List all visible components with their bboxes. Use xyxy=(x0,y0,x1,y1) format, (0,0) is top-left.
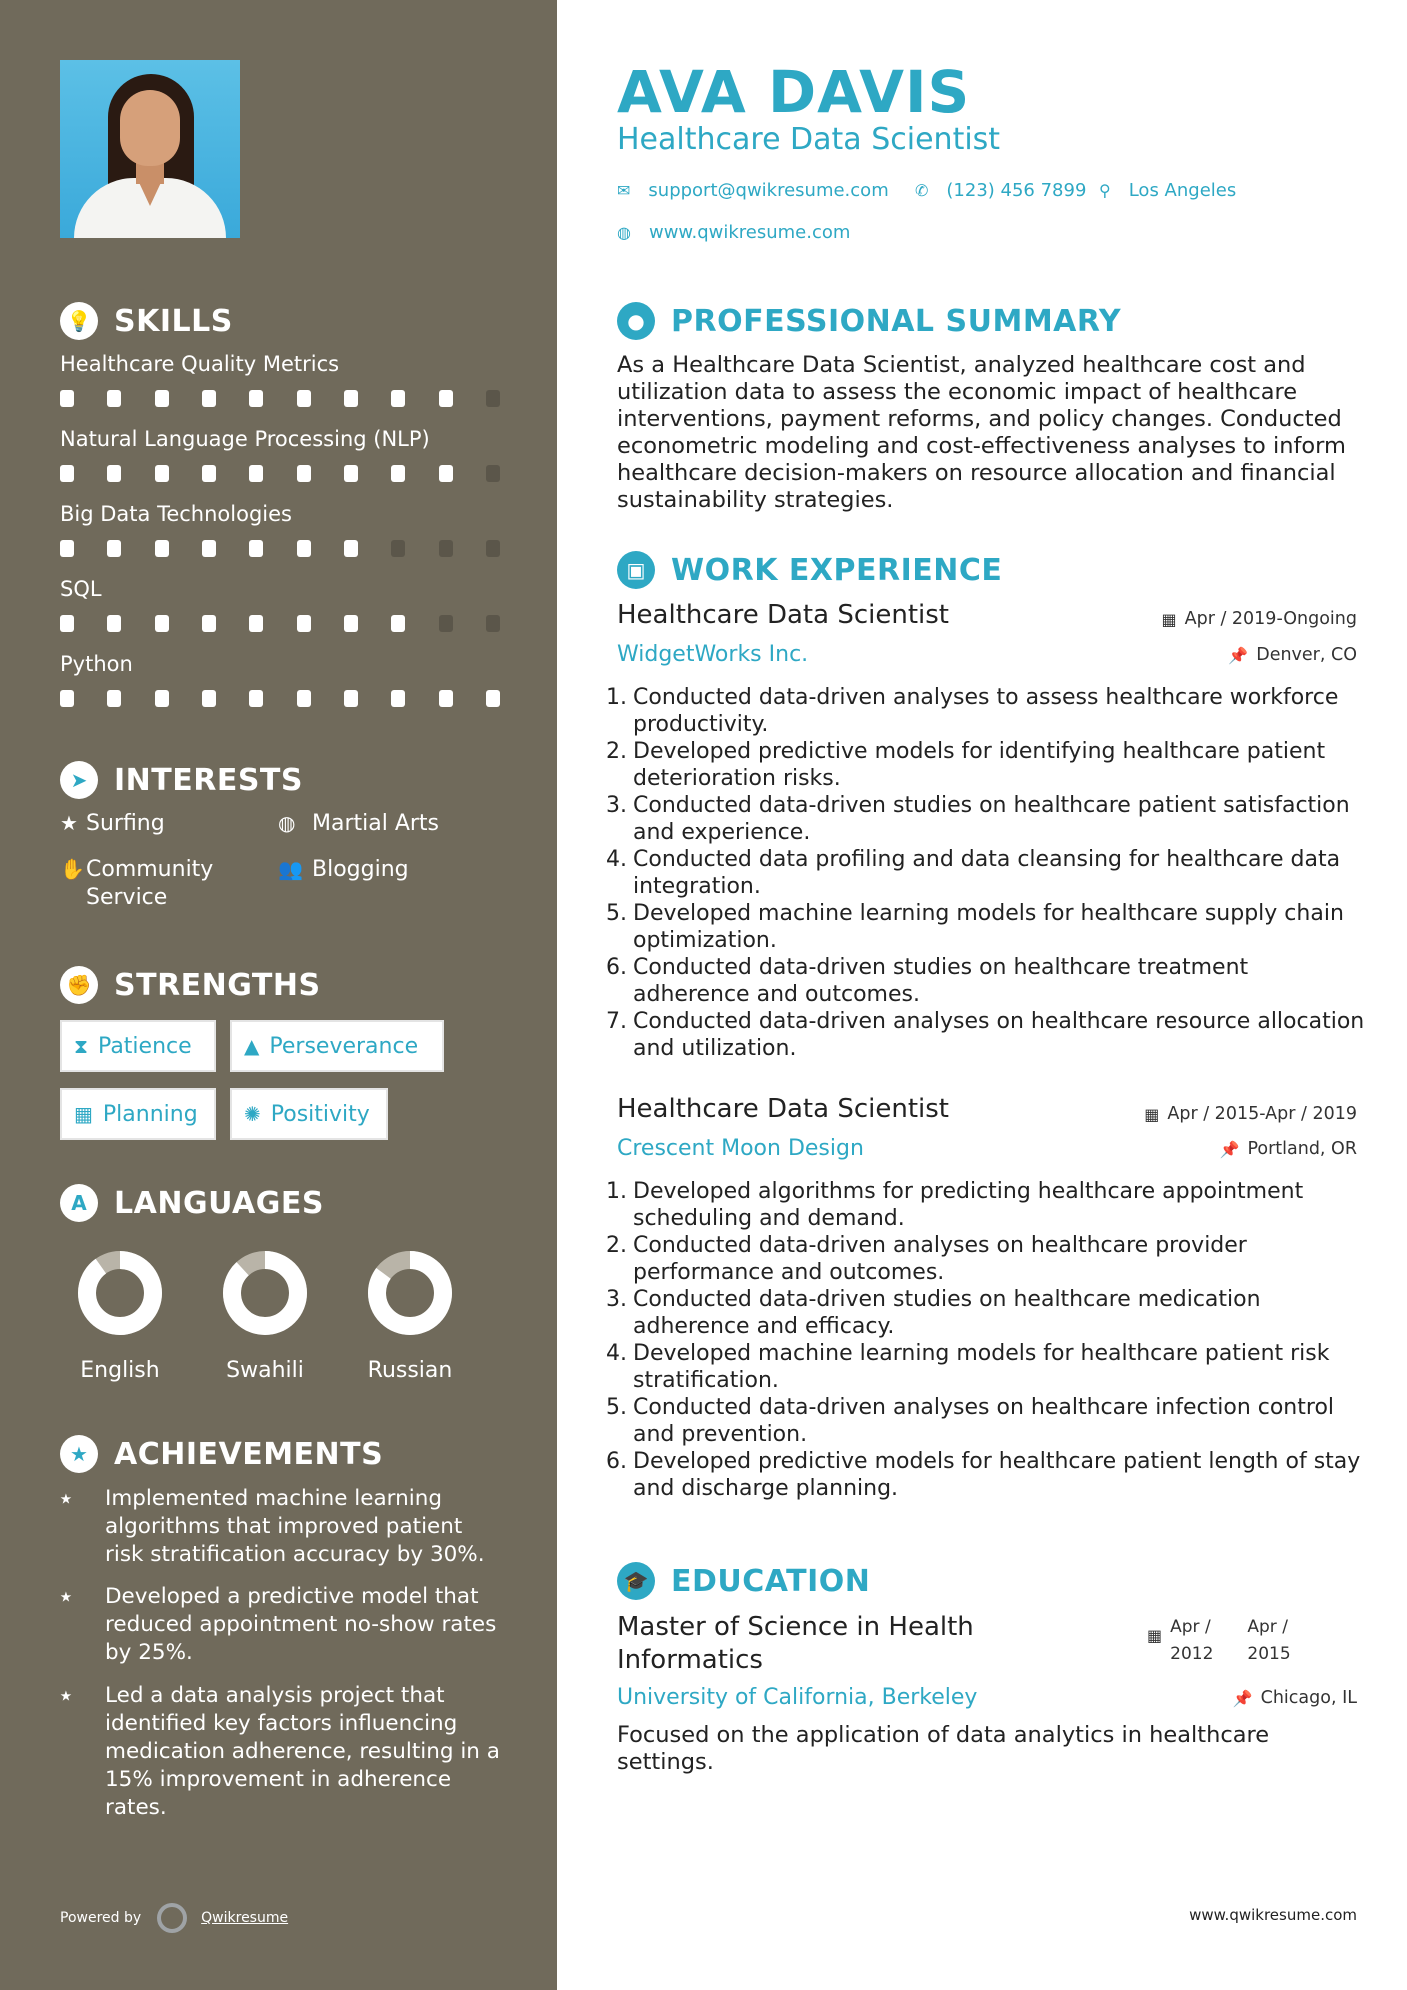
users-icon: 👥 xyxy=(278,857,303,881)
globe-icon: ◍ xyxy=(278,811,296,835)
calendar-icon: ▦ xyxy=(74,1102,93,1126)
candidate-title: Healthcare Data Scientist xyxy=(617,122,1001,157)
skill-dot xyxy=(202,540,216,557)
education-location: 📌 Chicago, IL xyxy=(1232,1688,1357,1708)
skill-dot xyxy=(155,390,169,407)
languages-heading: A LANGUAGES xyxy=(60,1184,324,1222)
skill-dot xyxy=(297,615,311,632)
skill-dot xyxy=(107,615,121,632)
job-duties xyxy=(605,684,1365,1062)
list-item: 1. Developed algorithms for predicting healthcare appointment scheduling and demand. xyxy=(606,1179,1304,1231)
skill-dot xyxy=(297,465,311,482)
list-item: 3. Conducted data-driven studies on healthcare patient satisfaction and experience. xyxy=(606,793,1350,845)
skill-dot xyxy=(107,690,121,707)
paper-plane-icon: ➤ xyxy=(60,761,98,799)
skill-dot xyxy=(155,540,169,557)
skill-dot xyxy=(60,540,74,557)
contact-email[interactable]: ✉ support@qwikresume.com xyxy=(617,180,889,201)
skill-item xyxy=(60,502,500,557)
job-company: WidgetWorks Inc. xyxy=(617,642,809,667)
pin-icon: 📌 xyxy=(1232,1688,1253,1708)
powered-by: Powered by Qwikresume xyxy=(60,1903,288,1933)
calendar-icon: ▦ xyxy=(1161,609,1177,629)
user-icon: ● xyxy=(617,302,655,340)
ring-fill xyxy=(232,1260,298,1326)
skill-item xyxy=(60,577,500,632)
education-dates: ▦ Apr / 2012 Apr / 2015 xyxy=(1147,1617,1291,1664)
job-date: ▦ Apr / 2015-Apr / 2019 xyxy=(1144,1104,1357,1124)
skill-dot xyxy=(60,465,74,482)
skill-level xyxy=(60,690,500,707)
skill-dot xyxy=(60,690,74,707)
skill-dot xyxy=(107,540,121,557)
briefcase-icon: ▣ xyxy=(617,551,655,589)
skill-dot xyxy=(391,390,405,407)
language-icon: A xyxy=(60,1184,98,1222)
globe-icon: ◍ xyxy=(617,223,631,242)
skill-name: Big Data Technologies xyxy=(60,502,292,526)
skill-dot xyxy=(486,465,500,482)
skill-dot xyxy=(297,690,311,707)
phone-icon: ✆ xyxy=(915,181,929,200)
pin-icon: 📌 xyxy=(1219,1139,1240,1159)
skill-dot xyxy=(344,465,358,482)
interest-item: 👥 Blogging xyxy=(278,857,409,882)
list-item: 6. Conducted data-driven studies on healthcare treatment adherence and outcomes. xyxy=(606,955,1249,1007)
skill-dot xyxy=(439,540,453,557)
skill-dot xyxy=(60,390,74,407)
language-item xyxy=(350,1250,470,1383)
interest-item: ✋ Community Service xyxy=(60,857,214,910)
skill-name: Natural Language Processing (NLP) xyxy=(60,427,430,451)
summary-text: As a Healthcare Data Scientist, analyzed healthcare cost and utilization data to assess the economic impact of healthcare interventions, payment reforms, and policy changes. Conducted econometric modeling and cost-effectiveness analyses to inform healthcare decision-makers on resource allocation and financial sustainability strategies. xyxy=(617,352,1346,513)
skill-dot xyxy=(344,615,358,632)
hourglass-icon: ⧗ xyxy=(74,1034,89,1058)
interests-heading: ➤ INTERESTS xyxy=(60,761,303,799)
language-item xyxy=(60,1250,180,1383)
skill-dot xyxy=(249,615,263,632)
skill-dot xyxy=(391,615,405,632)
skill-dot xyxy=(391,690,405,707)
education-heading: 🎓 EDUCATION xyxy=(617,1562,870,1600)
skill-item xyxy=(60,352,500,407)
skill-dot xyxy=(249,390,263,407)
list-item: 2. Developed predictive models for identifying healthcare patient deterioration risks. xyxy=(606,739,1326,791)
skill-dot xyxy=(297,540,311,557)
profile-photo xyxy=(60,60,240,238)
graduation-cap-icon: 🎓 xyxy=(617,1562,655,1600)
list-item: 5. Developed machine learning models for healthcare supply chain optimization. xyxy=(606,901,1344,953)
contact-website[interactable]: ◍ www.qwikresume.com xyxy=(617,222,851,243)
pin-icon: 📌 xyxy=(1228,645,1249,665)
hand-icon: ✋ xyxy=(60,857,85,881)
skill-dot xyxy=(249,465,263,482)
skill-dot xyxy=(439,465,453,482)
skill-dot xyxy=(202,690,216,707)
skill-dot xyxy=(439,615,453,632)
job-role: Healthcare Data Scientist xyxy=(617,1094,949,1124)
job-location: 📌 Portland, OR xyxy=(1219,1139,1357,1159)
skill-dot xyxy=(439,390,453,407)
star-badge-icon: ★ xyxy=(60,1435,98,1473)
shooting-star-icon: ⭑ xyxy=(60,1683,72,1708)
skill-level xyxy=(60,465,500,482)
degree: Master of Science in Health Informatics xyxy=(617,1612,974,1675)
skill-dot xyxy=(391,540,405,557)
language-name: Swahili xyxy=(226,1358,304,1383)
road-icon: ▲ xyxy=(244,1034,260,1058)
education-description: Focused on the application of data analytics in healthcare settings. xyxy=(617,1722,1270,1775)
lightbulb-icon: 💡 xyxy=(60,302,98,340)
skill-level xyxy=(60,540,500,557)
skill-item xyxy=(60,652,500,707)
skill-name: SQL xyxy=(60,577,102,601)
skill-item xyxy=(60,427,500,482)
job-company: Crescent Moon Design xyxy=(617,1136,864,1161)
skill-dot xyxy=(155,690,169,707)
list-item: 1. Conducted data-driven analyses to assess healthcare workforce productivity. xyxy=(606,685,1339,737)
calendar-icon: ▦ xyxy=(1144,1104,1160,1124)
achievement-item: ⭑ Developed a predictive model that reduced appointment no-show rates by 25%. xyxy=(60,1584,497,1665)
skill-dot xyxy=(486,390,500,407)
language-ring xyxy=(77,1250,163,1336)
language-name: English xyxy=(80,1358,160,1383)
skill-level xyxy=(60,615,500,632)
skill-name: Healthcare Quality Metrics xyxy=(60,352,340,376)
list-item: 3. Conducted data-driven studies on healthcare medication adherence and efficacy. xyxy=(606,1287,1261,1339)
skill-dot xyxy=(107,465,121,482)
main-content xyxy=(557,0,1407,1990)
list-item: 7. Conducted data-driven analyses on healthcare resource allocation and utilization. xyxy=(606,1009,1365,1061)
skill-dot xyxy=(249,540,263,557)
experience-heading: ▣ WORK EXPERIENCE xyxy=(617,551,1002,589)
sidebar xyxy=(0,0,557,1990)
job-date: ▦ Apr / 2019-Ongoing xyxy=(1161,609,1357,629)
map-pin-icon: ⚲ xyxy=(1099,181,1111,200)
star-icon: ★ xyxy=(60,811,78,835)
skill-dot xyxy=(344,390,358,407)
list-item: 2. Conducted data-driven analyses on healthcare provider performance and outcomes. xyxy=(606,1233,1247,1285)
language-ring xyxy=(222,1250,308,1336)
strength-badge: ▦ Planning xyxy=(60,1088,216,1140)
skill-dot xyxy=(439,690,453,707)
skill-level xyxy=(60,390,500,407)
list-item: 4. Developed machine learning models for healthcare patient risk stratification. xyxy=(606,1341,1330,1393)
skill-dot xyxy=(391,465,405,482)
strength-badge: ▲ Perseverance xyxy=(230,1020,444,1072)
achievement-item: ⭑ Implemented machine learning algorithms that improved patient risk stratification accuracy by 30%. xyxy=(60,1486,485,1567)
skill-dot xyxy=(486,690,500,707)
contact-location: ⚲ Los Angeles xyxy=(1099,180,1237,201)
interest-item: ◍ Martial Arts xyxy=(278,811,440,836)
qwikresume-link[interactable]: Qwikresume xyxy=(201,1910,289,1926)
skills-heading: 💡 SKILLS xyxy=(60,302,233,340)
list-item: 5. Conducted data-driven analyses on healthcare infection control and prevention. xyxy=(606,1395,1335,1447)
strength-badge: ✺ Positivity xyxy=(230,1088,388,1140)
language-name: Russian xyxy=(367,1358,453,1383)
job-duties xyxy=(605,1178,1365,1502)
skill-dot xyxy=(107,390,121,407)
calendar-icon: ▦ xyxy=(1147,1626,1163,1645)
list-item: 4. Conducted data profiling and data cleansing for healthcare data integration. xyxy=(606,847,1341,899)
skill-dot xyxy=(486,540,500,557)
achievement-item: ⭑ Led a data analysis project that identified key factors influencing medication adherence, resulting in a 15% improvement in adherence rates. xyxy=(60,1683,500,1820)
ring-fill xyxy=(87,1260,153,1326)
language-ring xyxy=(367,1250,453,1336)
achievements-heading: ★ ACHIEVEMENTS xyxy=(60,1435,383,1473)
qwikresume-logo-icon xyxy=(157,1903,187,1933)
skill-dot xyxy=(202,615,216,632)
skill-name: Python xyxy=(60,652,133,676)
shooting-star-icon: ⭑ xyxy=(60,1486,72,1511)
skill-dot xyxy=(344,690,358,707)
strengths-heading: ✊ STRENGTHS xyxy=(60,966,321,1004)
list-item: 6. Developed predictive models for healthcare patient length of stay and discharge planning. xyxy=(606,1449,1361,1501)
sun-icon: ✺ xyxy=(244,1102,261,1126)
candidate-name: AVA DAVIS xyxy=(617,58,971,126)
skill-dot xyxy=(155,465,169,482)
strength-badge: ⧗ Patience xyxy=(60,1020,216,1072)
language-item xyxy=(205,1250,325,1383)
skill-dot xyxy=(60,615,74,632)
school: University of California, Berkeley xyxy=(617,1685,978,1710)
job-location: 📌 Denver, CO xyxy=(1228,645,1357,665)
fist-icon: ✊ xyxy=(60,966,98,1004)
job-role: Healthcare Data Scientist xyxy=(617,600,949,630)
skill-dot xyxy=(202,465,216,482)
skill-dot xyxy=(486,615,500,632)
shooting-star-icon: ⭑ xyxy=(60,1584,72,1609)
contact-phone[interactable]: ✆ (123) 456 7899 xyxy=(915,180,1087,201)
interest-item: ★ Surfing xyxy=(60,811,165,836)
skill-dot xyxy=(297,390,311,407)
skill-dot xyxy=(155,615,169,632)
envelope-icon: ✉ xyxy=(617,181,631,200)
skill-dot xyxy=(202,390,216,407)
summary-heading: ● PROFESSIONAL SUMMARY xyxy=(617,302,1121,340)
footer-url[interactable]: www.qwikresume.com xyxy=(1189,1906,1357,1924)
skill-dot xyxy=(249,690,263,707)
skill-dot xyxy=(344,540,358,557)
